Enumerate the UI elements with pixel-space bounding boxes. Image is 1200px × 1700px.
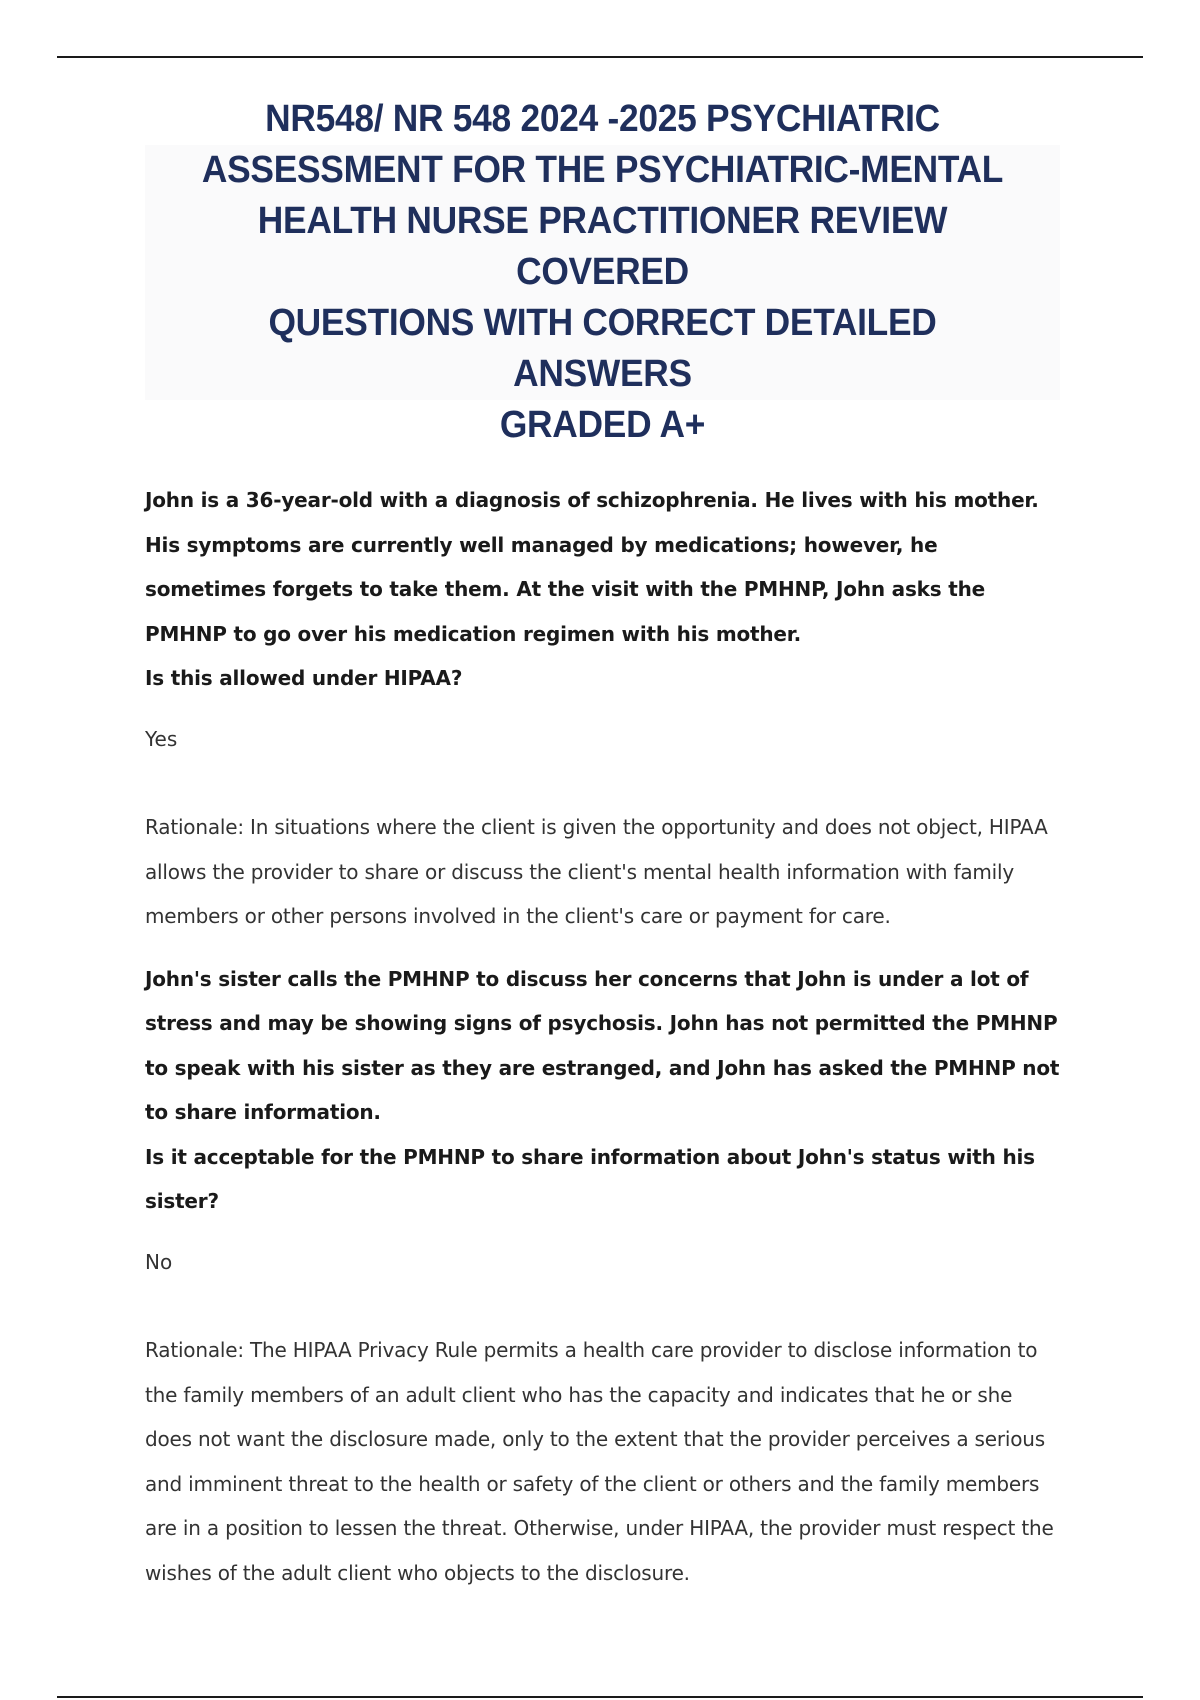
document-body (145, 478, 1065, 1595)
rationale-text: Rationale: The HIPAA Privacy Rule permits a health care provider to disclose information to the family members of an adult client who has the capacity and indicates that he or she does not want the disclosure made, only to the extent that the provider perceives a serious and imminent threat to the health or safety of the client or others and the family members are in a position to lessen the threat. Otherwise, under HIPAA, the provider must respect the wishes of the adult client who objects to the disclosure. (145, 1338, 1054, 1585)
title-block (145, 98, 1060, 446)
question-text: John is a 36-year-old with a diagnosis of schizophrenia. He lives with his mother. His symptoms are currently well managed by medications; however, he sometimes forgets to take them. At the visit with the PMHNP, John asks the PMHNP to go over his medication regimen with his mother. Is this allowed under HIPAA? (145, 488, 1039, 690)
top-rule (57, 56, 1143, 58)
answer-text: Yes (145, 726, 178, 751)
document-title: NR548/ NR 548 2024 -2025 PSYCHIATRIC ASSESSMENT FOR THE PSYCHIATRIC-MENTAL HEALTH NURSE PRACTITIONER REVIEW COVERED QUESTIONS WITH CORRECT DETAILED ANSWERS GRADED A+ (201, 98, 1004, 446)
bottom-rule (57, 1696, 1143, 1698)
qa-item (145, 478, 1065, 939)
rationale-text: Rationale: In situations where the client is given the opportunity and does not object, HIPAA allows the provider to share or discuss the client's mental health information with family members or other persons involved in the client's care or payment for care. (145, 815, 1048, 928)
answer-text: No (145, 1249, 173, 1274)
question-text: John's sister calls the PMHNP to discuss her concerns that John is under a lot of stress and may be showing signs of psychosis. John has not permitted the PMHNP to speak with his sister as they are estranged, and John has asked the PMHNP not to share information. Is it acceptable for the PMHNP to share information about John's status with his sister? (145, 966, 1060, 1213)
qa-item (145, 957, 1065, 1596)
